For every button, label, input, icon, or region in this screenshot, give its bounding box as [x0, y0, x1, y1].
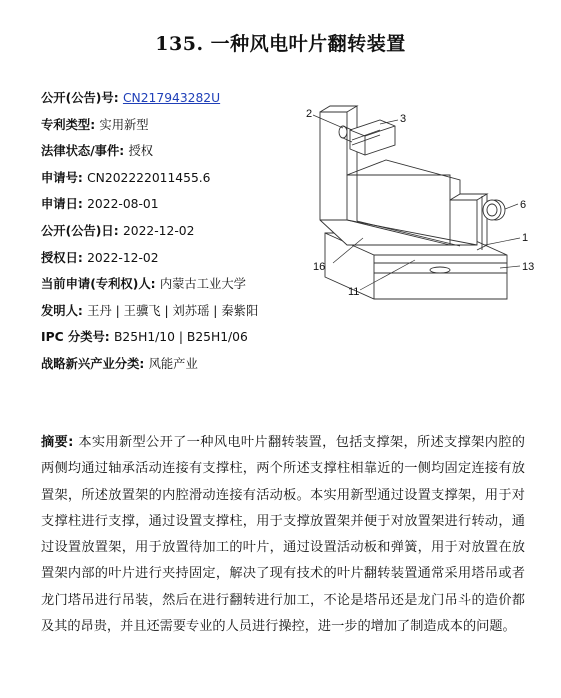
knob: [483, 200, 505, 220]
patent-metadata: [41, 88, 311, 381]
patent-drawing: [300, 100, 545, 310]
field-value: CN202222011455.6: [87, 170, 211, 185]
field-grant-date: [41, 248, 311, 275]
publication-number-link[interactable]: CN217943282U: [122, 91, 221, 105]
field-label: 公开(公告)日:: [41, 223, 123, 238]
field-application-number: [41, 168, 311, 195]
field-value: 2022-08-01: [87, 197, 159, 212]
field-label: 法律状态/事件:: [41, 144, 129, 159]
field-label: 申请日:: [41, 197, 88, 212]
callout-label: 13: [522, 261, 535, 273]
field-application-date: [41, 194, 311, 221]
field-patent-type: [41, 115, 311, 142]
field-applicant: [41, 274, 311, 301]
field-label: 授权日:: [41, 250, 88, 265]
page-title: 135. 一种风电叶片翻转装置: [155, 33, 406, 55]
field-value: 2022-12-02: [122, 223, 195, 238]
field-inventors: [41, 301, 311, 328]
field-value: 王丹 | 王骥飞 | 刘苏瑶 | 秦紫阳: [87, 303, 259, 318]
callout-label: 2: [306, 108, 313, 120]
field-label: IPC 分类号:: [41, 330, 114, 345]
field-value: 风能产业: [148, 356, 198, 371]
field-value: B25H1/10 | B25H1/06: [113, 330, 248, 345]
field-label: 发明人:: [41, 303, 88, 318]
field-ipc: [41, 327, 311, 354]
abstract-label: 摘要:: [41, 435, 79, 450]
field-value: 实用新型: [99, 117, 149, 132]
field-value: 授权: [128, 144, 154, 159]
callout-label: 16: [313, 261, 326, 273]
field-label: 公开(公告)号:: [41, 91, 123, 105]
field-label: 当前申请(专利权)人:: [41, 277, 160, 292]
field-publication-number: [41, 88, 311, 115]
abstract-text: 本实用新型公开了一种风电叶片翻转装置，包括支撑架，所述支撑架内腔的两侧均通过轴承活动连接有支撑柱，两个所述支撑柱相靠近的一侧均固定连接有放置架，所述放置架的内腔滑动连接有活动板。本实用新型通过设置支撑架，用于对支撑柱进行支撑，通过设置支撑柱，用于支撑放置架并便于对放置架进行转动，通过设置放置架，用于放置待加工的叶片，通过设置活动板和弹簧，用于对放置在放置架内部的叶片进行夹持固定，解决了现有技术的叶片翻转装置通常采用塔吊或者龙门塔吊进行吊装，然后在进行翻转进行加工，不论是塔吊还是龙门吊斗的造价都及其的昂贵，并且还需要专业的人员进行操控，进一步的增加了制造成本的问题。: [41, 435, 525, 635]
field-legal-status: [41, 141, 311, 168]
callout-label: 11: [348, 286, 360, 298]
field-industry-category: [41, 354, 311, 381]
field-publication-date: [41, 221, 311, 248]
callout-label: 1: [522, 232, 529, 244]
callout-label: 6: [520, 199, 527, 211]
abstract: [41, 430, 525, 640]
field-value: 2022-12-02: [87, 250, 159, 265]
field-value: 内蒙古工业大学: [159, 277, 246, 292]
field-label: 战略新兴产业分类:: [41, 356, 149, 371]
field-label: 申请号:: [41, 170, 88, 185]
callout-label: 3: [400, 113, 407, 125]
field-label: 专利类型:: [41, 117, 100, 132]
